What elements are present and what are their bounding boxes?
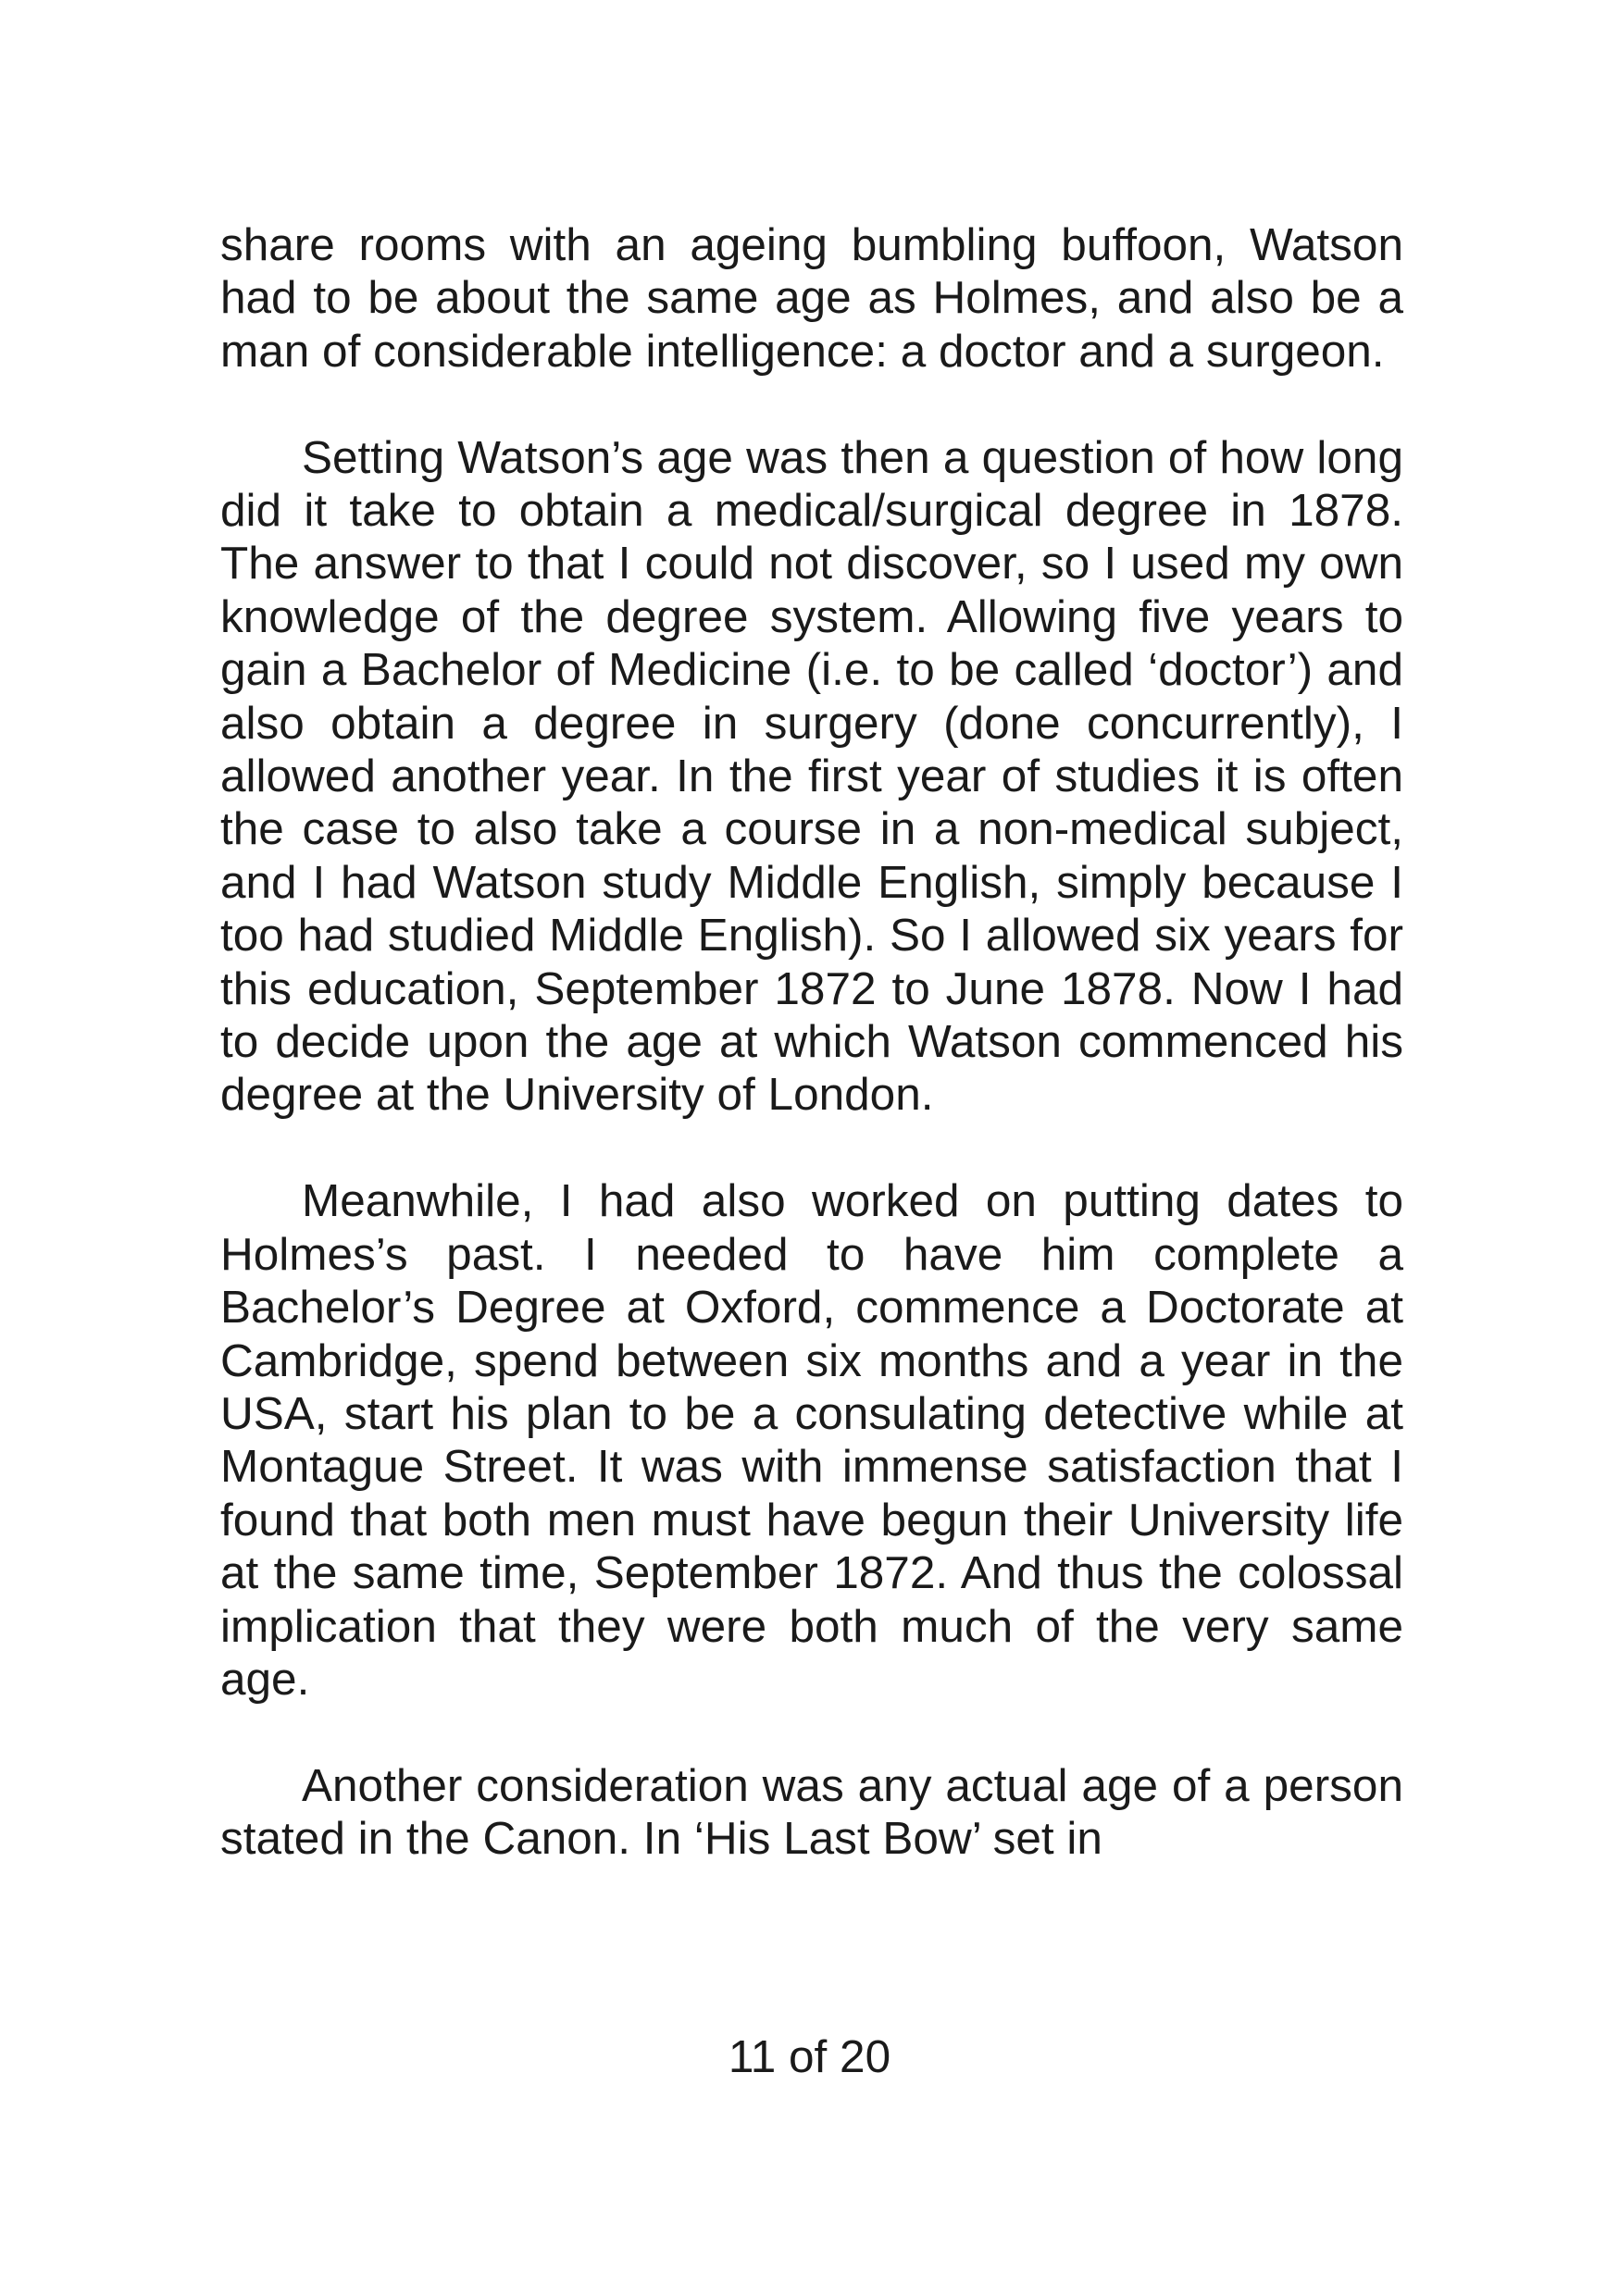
paragraph-continuation: share rooms with an ageing bumbling buffoon, Watson had to be about the same age as Holmes, and also be a man of considerable intelligence: a doctor and a surgeon. xyxy=(220,219,1403,377)
page-number: 11 of 20 xyxy=(728,2031,891,2082)
body-text xyxy=(220,218,1403,1866)
paragraph-watson-age: Setting Watson’s age was then a question of how long did it take to obtain a medical/surgical degree in 1878. The answer to that I could not discover, so I used my own knowledge of the degree system. Allowing five years to gain a Bachelor of Medicine (i.e. to be called ‘doctor’) and also obtain a degree in surgery (done concurrently), I allowed another year. In the first year of studies it is often the case to also take a course in a non-medical subject, and I had Watson study Middle English, simply because I too had studied Middle English). So I allowed six years for this education, September 1872 to June 1878. Now I had to decide upon the age at which Watson commenced his degree at the University of London. xyxy=(220,431,1403,1121)
paragraph-holmes-past: Meanwhile, I had also worked on putting dates to Holmes’s past. I needed to have him complete a Bachelor’s Degree at Oxford, commence a Doctorate at Cambridge, spend between six months and a year in the USA, start his plan to be a consulating detective while at Montague Street. It was with immense satisfaction that I found that both men must have begun their University life at the same time, September 1872. And thus the colossal implication that they were both much of the very same age. xyxy=(220,1175,1403,1705)
paragraph-canon-age: Another consideration was any actual age of a person stated in the Canon. In ‘His Last Bow’ set in xyxy=(220,1759,1403,1865)
